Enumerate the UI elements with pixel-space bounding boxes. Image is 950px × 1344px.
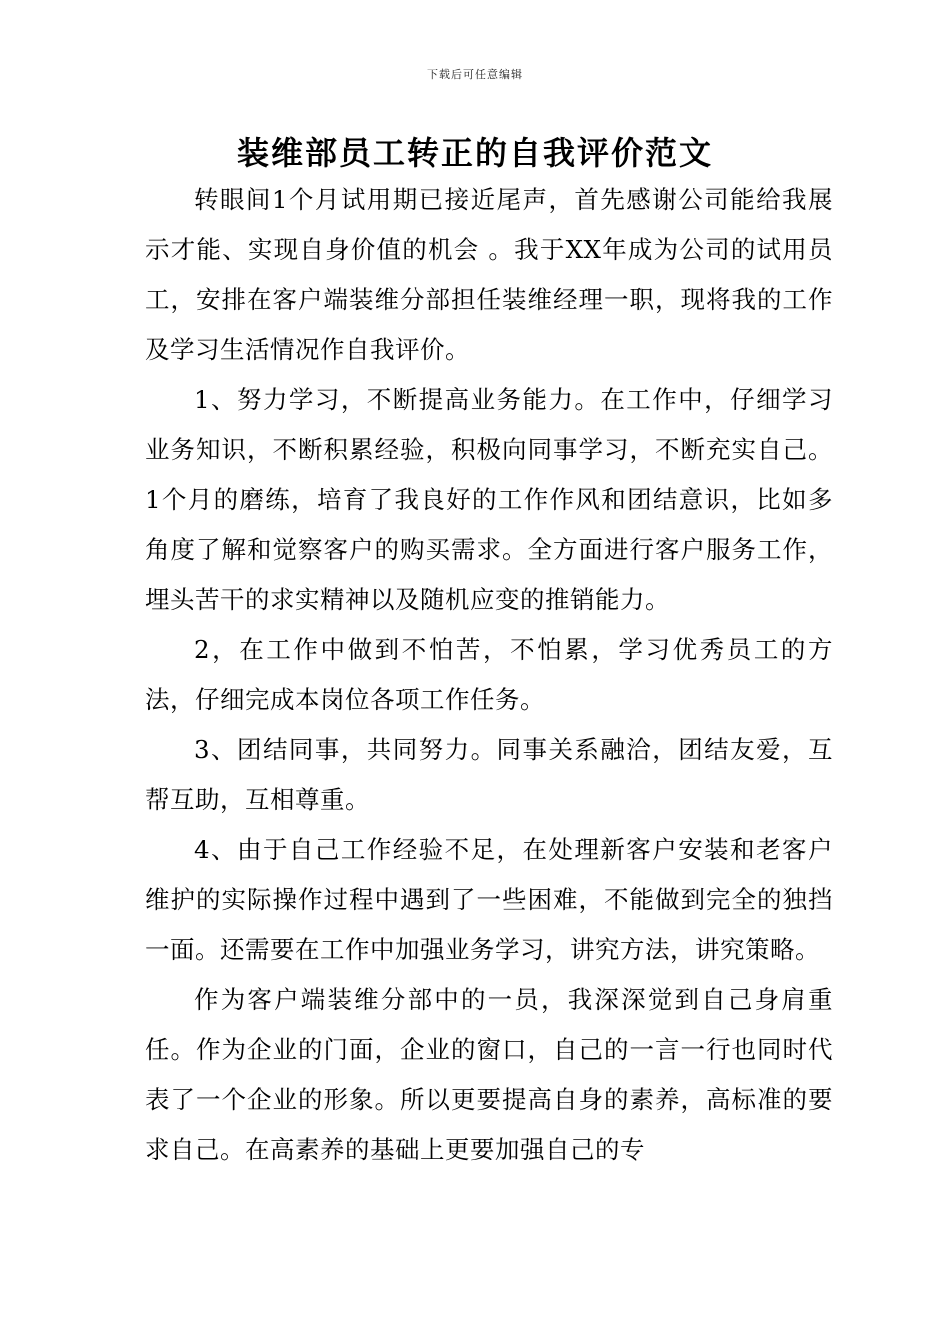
paragraph-point-2: 2，在工作中做到不怕苦，不怕累，学习优秀员工的方法，仔细完成本岗位各项工作任务。 <box>145 635 833 714</box>
page-header-note: 下载后可任意编辑 <box>427 68 523 81</box>
paragraph-closing: 作为客户端装维分部中的一员，我深深觉到自己身肩重任。作为企业的门面，企业的窗口，自己的一言一行也同时代表了一个企业的形象。所以更要提高自身的素养，高标准的要求自己。在高素养的基础上更要加强自己的专 <box>145 985 833 1164</box>
paragraph-point-3: 3、团结同事，共同努力。同事关系融洽，团结友爱，互帮互助，互相尊重。 <box>145 735 833 814</box>
paragraph-point-4: 4、由于自己工作经验不足，在处理新客户安装和老客户维护的实际操作过程中遇到了一些困难，不能做到完全的独挡一面。还需要在工作中加强业务学习，讲究方法，讲究策略。 <box>145 835 833 964</box>
document-title: 装维部员工转正的自我评价范文 <box>236 134 713 172</box>
document-body <box>145 175 833 1175</box>
paragraph-point-1: 1、努力学习，不断提高业务能力。在工作中，仔细学习业务知识，不断积累经验，积极向同事学习，不断充实自己。1个月的磨练，培育了我良好的工作作风和团结意识，比如多角度了解和觉察客户的购买需求。全方面进行客户服务工作，埋头苦干的求实精神以及随机应变的推销能力。 <box>145 385 833 614</box>
paragraph-intro: 转眼间1个月试用期已接近尾声，首先感谢公司能给我展示才能、实现自身价值的机会 。我于XX年成为公司的试用员工，安排在客户端装维分部担任装维经理一职，现将我的工作及学习生活情况作自我评价。 <box>145 185 833 364</box>
